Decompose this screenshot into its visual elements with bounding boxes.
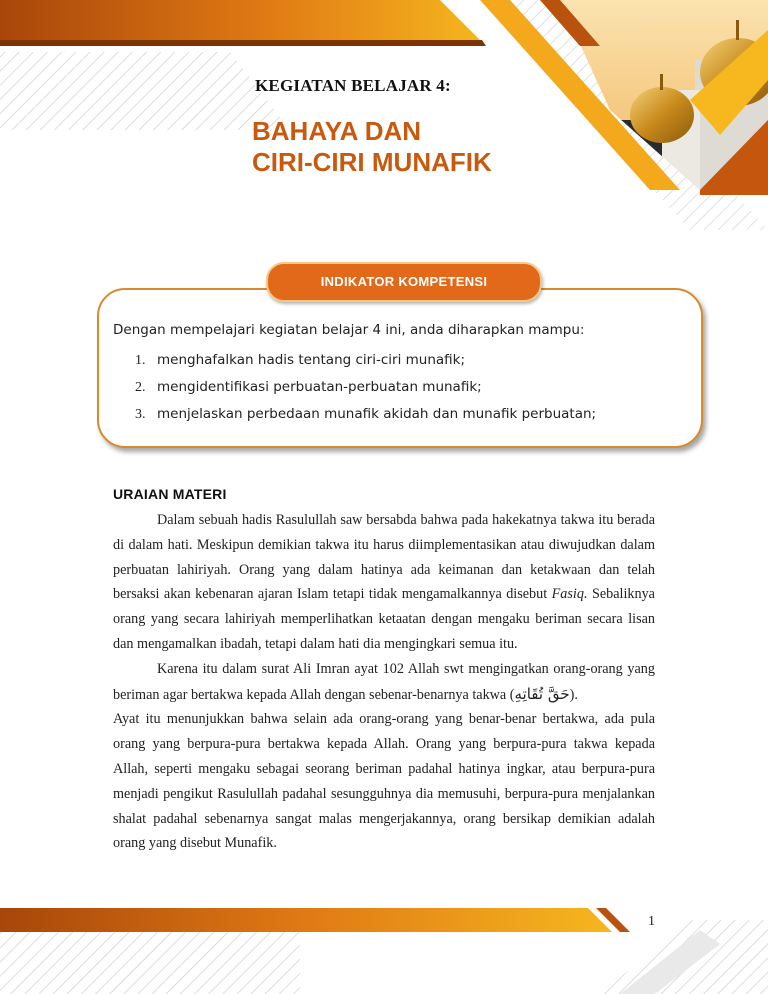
paragraph-1-text-a: Dalam sebuah hadis Rasulullah saw bersabda bahwa pada hakekatnya takwa itu berada di dalam hati. Meskipun demikian takwa itu harus diimplementasikan atau diwujudkan dalam perbuatan lahiriyah. Orang yang dalam hatinya ada keimanan dan ketakwaan dan telah bersaksi akan kebenaran ajaran Islam tetapi tidak mengamalkannya disebut [113,512,655,603]
header-stripe [0,0,486,46]
paragraph-2-text-b: ). [569,686,578,703]
lesson-kicker: KEGIATAN BELAJAR 4: [255,76,451,95]
list-item-number: 1. [135,353,146,368]
list-item-text: menghafalkan hadis tentang ciri-ciri munafik; [157,352,466,368]
lesson-title [252,116,492,178]
paragraph-1-text-b: Sebaliknya orang yang secara lahiriyah memperlihatkan ketaatan dengan mengaku beriman secara lisan dan mengamalkan ibadah, tetapi dalam hati dia mengingkari semua itu. [113,586,655,652]
arabic-phrase: حَقَّ تُقَاتِهِ [514,684,570,703]
paragraph-1 [113,508,655,657]
list-item-number: 3. [135,407,146,422]
list-item [135,404,596,431]
term-fasiq: Fasiq. [551,586,588,603]
paragraph-3: Ayat itu menunjukkan bahwa selain ada orang-orang yang benar-benar bertakwa, ada pula orang yang berpura-pura bertakwa kepada Allah. Orang yang berpura-pura takwa kepada Allah, seperti mengaku sebagai seorang beriman padahal hatinya ingkar, atau berpura-pura menjadi pengikut Rasulullah padahal sesungguhnya dia memusuhi, berpura-pura menjalankan shalat padahal sebenarnya sangat malas mengerjakannya, orang bersikap demikian adalah orang yang disebut Munafik. [113,711,655,852]
list-item-number: 2. [135,380,146,395]
section-heading: URAIAN MATERI [113,486,227,502]
page-number: 1 [648,914,655,929]
list-item-text: mengidentifikasi perbuatan-perbuatan munafik; [157,379,482,395]
paragraph-2-text-a: Karena itu dalam surat Ali Imran ayat 102 Allah swt mengingatkan orang-orang yang beriman agar bertakwa kepada Allah dengan sebenar-benarnya takwa ( [113,660,655,703]
indicator-intro: Dengan mempelajari kegiatan belajar 4 ini, anda diharapkan mampu: [113,322,585,338]
indicator-list [135,350,596,431]
list-item [135,350,596,377]
indicator-label: INDIKATOR KOMPETENSI [266,262,542,302]
section-body [113,508,655,856]
list-item [135,377,596,404]
lesson-title-line-1: BAHAYA DAN [252,116,422,146]
paragraph-2 [113,657,655,708]
lesson-title-line-2: CIRI-CIRI MUNAFIK [252,147,492,177]
list-item-text: menjelaskan perbedaan munafik akidah dan munafik perbuatan; [157,406,597,422]
